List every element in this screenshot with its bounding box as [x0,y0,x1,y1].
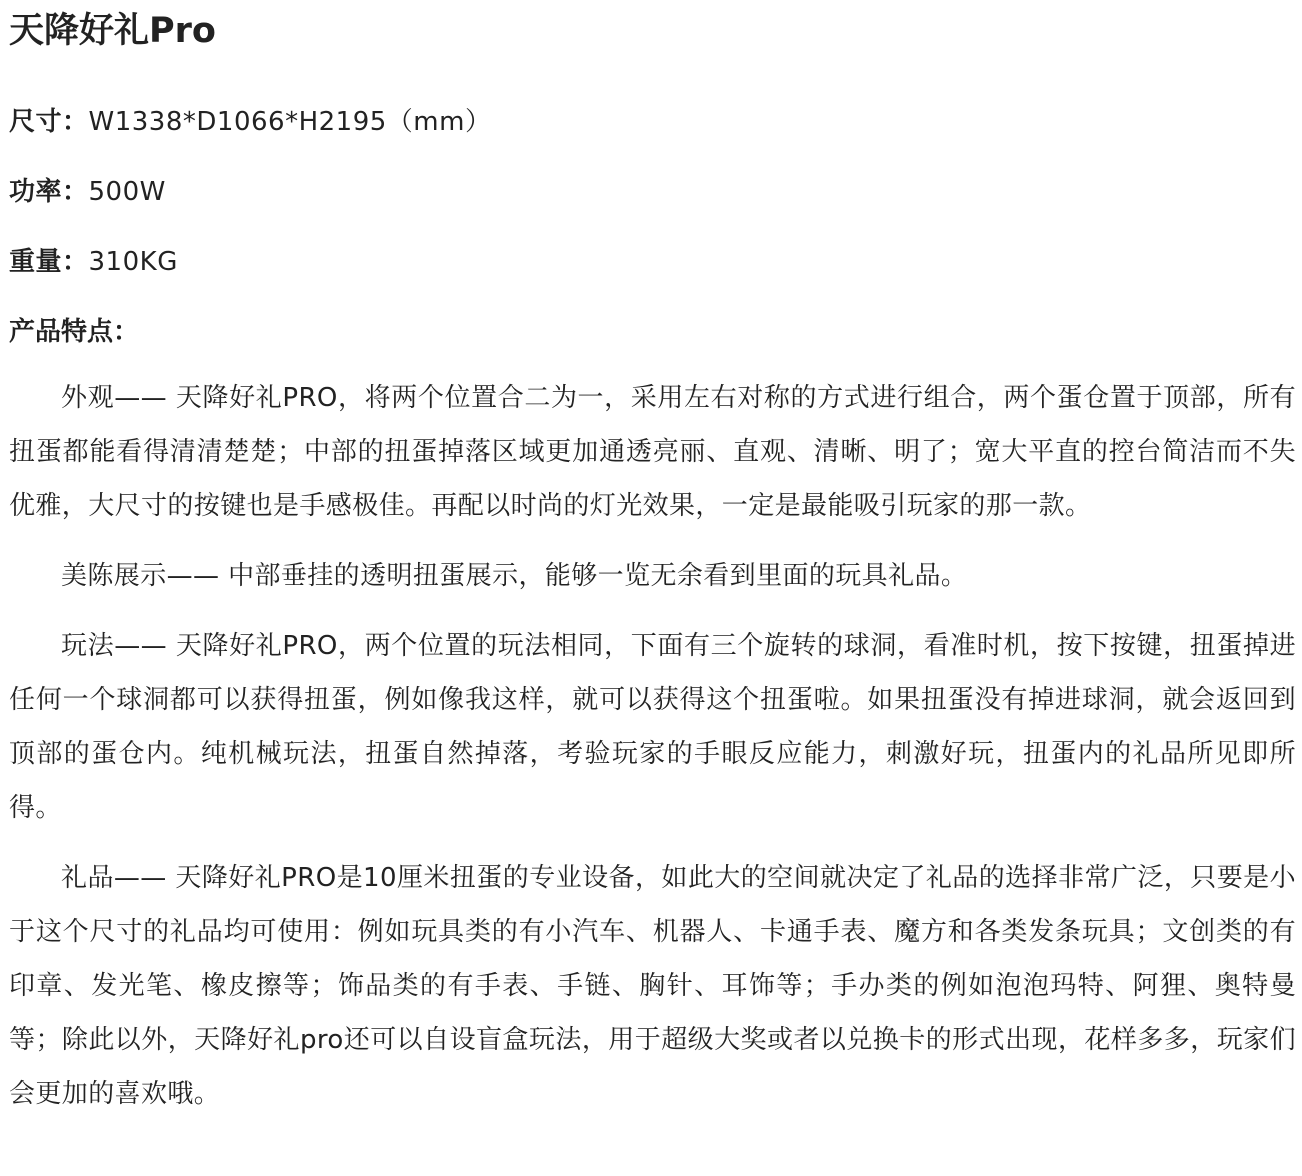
spec-weight [9,244,1296,280]
spec-weight-label: 重量： [9,247,89,277]
spec-size-value: W1338*D1066*H2195（mm） [88,107,492,137]
spec-size-label: 尺寸： [9,107,89,137]
feature-paragraph-gifts: 礼品—— 天降好礼PRO是10厘米扭蛋的专业设备，如此大的空间就决定了礼品的选择非常广泛，只要是小于这个尺寸的礼品均可使用：例如玩具类的有小汽车、机器人、卡通手表、魔方和各类发条玩具；文创类的有印章、发光笔、橡皮擦等；饰品类的有手表、手链、胸针、耳饰等；手办类的例如泡泡玛特、阿狸、奥特曼等；除此以外，天降好礼pro还可以自设盲盒玩法，用于超级大奖或者以兑换卡的形式出现，花样多多，玩家们会更加的喜欢哦。 [9,863,1296,1109]
feature-paragraph-display: 美陈展示—— 中部垂挂的透明扭蛋展示，能够一览无余看到里面的玩具礼品。 [61,561,968,591]
features-heading: 产品特点： [9,317,140,347]
spec-power [9,174,1296,210]
feature-paragraph-appearance: 外观—— 天降好礼PRO，将两个位置合二为一，采用左右对称的方式进行组合，两个蛋仓置于顶部，所有扭蛋都能看得清清楚楚；中部的扭蛋掉落区域更加通透亮丽、直观、清晰、明了；宽大平直的控台简洁而不失优雅，大尺寸的按键也是手感极佳。再配以时尚的灯光效果，一定是最能吸引玩家的那一款。 [9,383,1296,521]
spec-power-value: 500W [88,177,166,207]
feature-paragraph-gameplay: 玩法—— 天降好礼PRO，两个位置的玩法相同，下面有三个旋转的球洞，看准时机，按下按键，扭蛋掉进任何一个球洞都可以获得扭蛋，例如像我这样，就可以获得这个扭蛋啦。如果扭蛋没有掉进球洞，就会返回到顶部的蛋仓内。纯机械玩法，扭蛋自然掉落，考验玩家的手眼反应能力，刺激好玩，扭蛋内的礼品所见即所得。 [9,631,1296,823]
page-title: 天降好礼Pro [9,11,216,51]
spec-weight-value: 310KG [88,247,178,277]
spec-size [9,104,1296,140]
spec-power-label: 功率： [9,177,89,207]
